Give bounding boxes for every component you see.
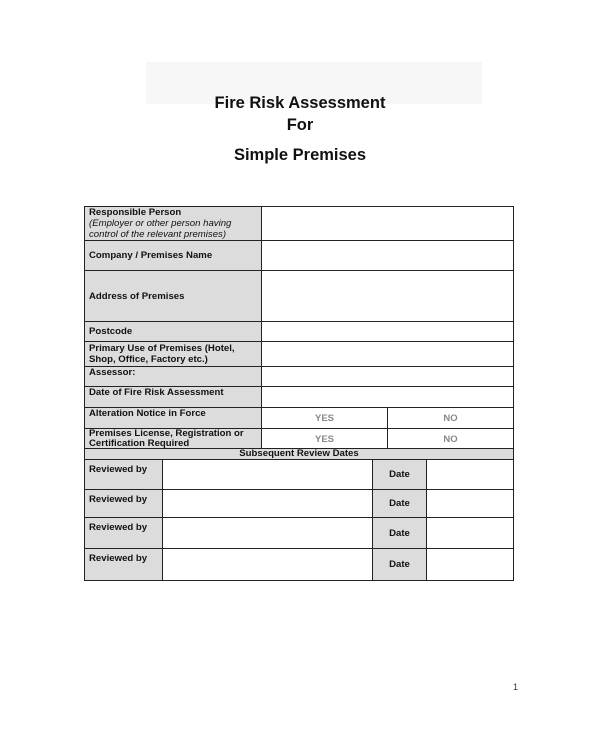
assessor-field[interactable] [262,367,514,387]
row-responsible-person [85,207,514,241]
label-responsible-person: Responsible Person (Employer or other person having control of the relevant premises) [85,207,262,241]
label-address: Address of Premises [85,271,262,322]
label-assessment-date: Date of Fire Risk Assessment [85,387,262,408]
page-number: 1 [513,682,519,692]
reviewed-by-label: Reviewed by [85,460,163,490]
reviewed-by-label: Reviewed by [85,518,163,549]
date-field[interactable] [427,460,514,490]
date-label: Date [373,490,427,518]
label-alteration-notice: Alteration Notice in Force [85,408,262,429]
responsible-person-note: (Employer or other person having control of the relevant premises) [89,218,232,240]
company-name-field[interactable] [262,241,514,271]
reviewed-by-field[interactable] [163,460,373,490]
review-dates-table [84,448,514,581]
primary-use-field[interactable] [262,342,514,367]
date-label: Date [373,460,427,490]
reviewed-by-label: Reviewed by [85,490,163,518]
label-company-name: Company / Premises Name [85,241,262,271]
review-dates-header: Subsequent Review Dates [85,449,514,460]
reviewed-by-label: Reviewed by [85,549,163,581]
alteration-notice-no[interactable]: NO [388,408,514,429]
assessment-details-table [84,206,514,451]
label-postcode: Postcode [85,322,262,342]
review-row [85,490,514,518]
review-row [85,518,514,549]
review-row [85,549,514,581]
date-label: Date [373,518,427,549]
date-field[interactable] [427,518,514,549]
license-yes[interactable]: YES [262,429,388,451]
address-field[interactable] [262,271,514,322]
date-field[interactable] [427,549,514,581]
label-assessor: Assessor: [85,367,262,387]
responsible-person-field[interactable] [262,207,514,241]
label-license: Premises License, Registration or Certification Required [85,429,262,451]
reviewed-by-field[interactable] [163,518,373,549]
date-label: Date [373,549,427,581]
label-primary-use: Primary Use of Premises (Hotel, Shop, Office, Factory etc.) [85,342,262,367]
license-no[interactable]: NO [388,429,514,451]
reviewed-by-field[interactable] [163,490,373,518]
assessment-date-field[interactable] [262,387,514,408]
alteration-notice-yes[interactable]: YES [262,408,388,429]
document-subtitle: Simple Premises [233,146,367,164]
postcode-field[interactable] [262,322,514,342]
document-title-for: For [286,116,314,134]
review-row [85,460,514,490]
date-field[interactable] [427,490,514,518]
reviewed-by-field[interactable] [163,549,373,581]
document-title: Fire Risk Assessment [214,94,386,112]
